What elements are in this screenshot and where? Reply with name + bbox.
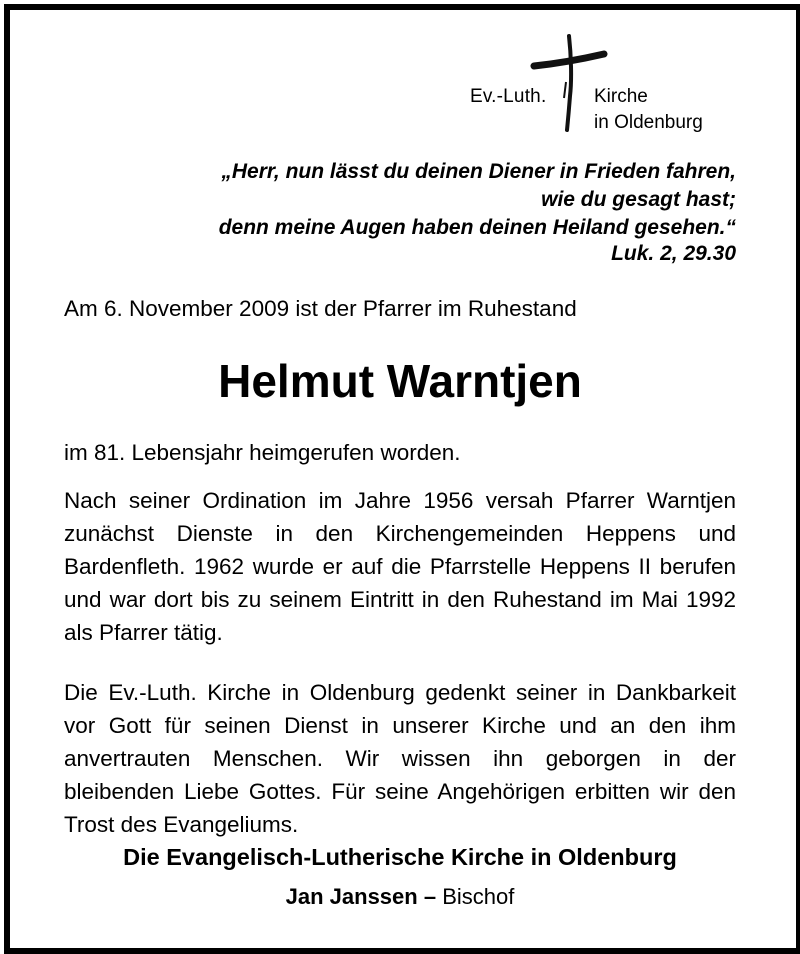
signature-person: Jan Janssen – (285, 884, 437, 909)
verse-line-2: wie du gesagt hast; (541, 188, 736, 211)
verse-line-1: „Herr, nun lässt du deinen Diener in Frieden fahren, (221, 160, 736, 183)
signature-organization: Die Evangelisch-Lutherische Kirche in Oldenburg (123, 844, 677, 870)
verse-reference: Luk. 2, 29.30 (611, 242, 736, 265)
signature-title: Bischof (436, 884, 515, 909)
logo-text-kirche: Kirche (594, 86, 648, 107)
church-logo (466, 34, 746, 134)
deceased-name: Helmut Warntjen (218, 355, 582, 407)
intro-line: Am 6. November 2009 ist der Pfarrer im Ruhestand (64, 296, 577, 321)
biography-paragraph: Nach seiner Ordination im Jahre 1956 versah Pfarrer Warntjen zunächst Dienste in den Kirchengemeinden Heppens und Bardenfleth. 1962 wurde er auf die Pfarrstelle Heppens II berufen und war dort bis zu seinem Eintritt in den Ruhestand im Mai 1992 als Pfarrer tätig. (64, 488, 736, 645)
verse-line-3: denn meine Augen haben deinen Heiland gesehen.“ (218, 216, 736, 239)
age-line: im 81. Lebensjahr heimgerufen worden. (64, 440, 461, 465)
bible-verse (96, 158, 736, 242)
logo-text-left: Ev.-Luth. (470, 86, 547, 107)
remembrance-paragraph: Die Ev.-Luth. Kirche in Oldenburg gedenkt seiner in Dankbarkeit vor Gott für seinen Dienst in unserer Kirche und an den ihm anvertrauten Menschen. Wir wissen ihn geborgen in der bleibenden Liebe Gottes. Für seine Angehörigen erbitten wir den Trost des Evangeliums. (64, 680, 736, 837)
logo-text-oldenburg: in Oldenburg (594, 112, 703, 133)
signature-line (0, 884, 800, 910)
